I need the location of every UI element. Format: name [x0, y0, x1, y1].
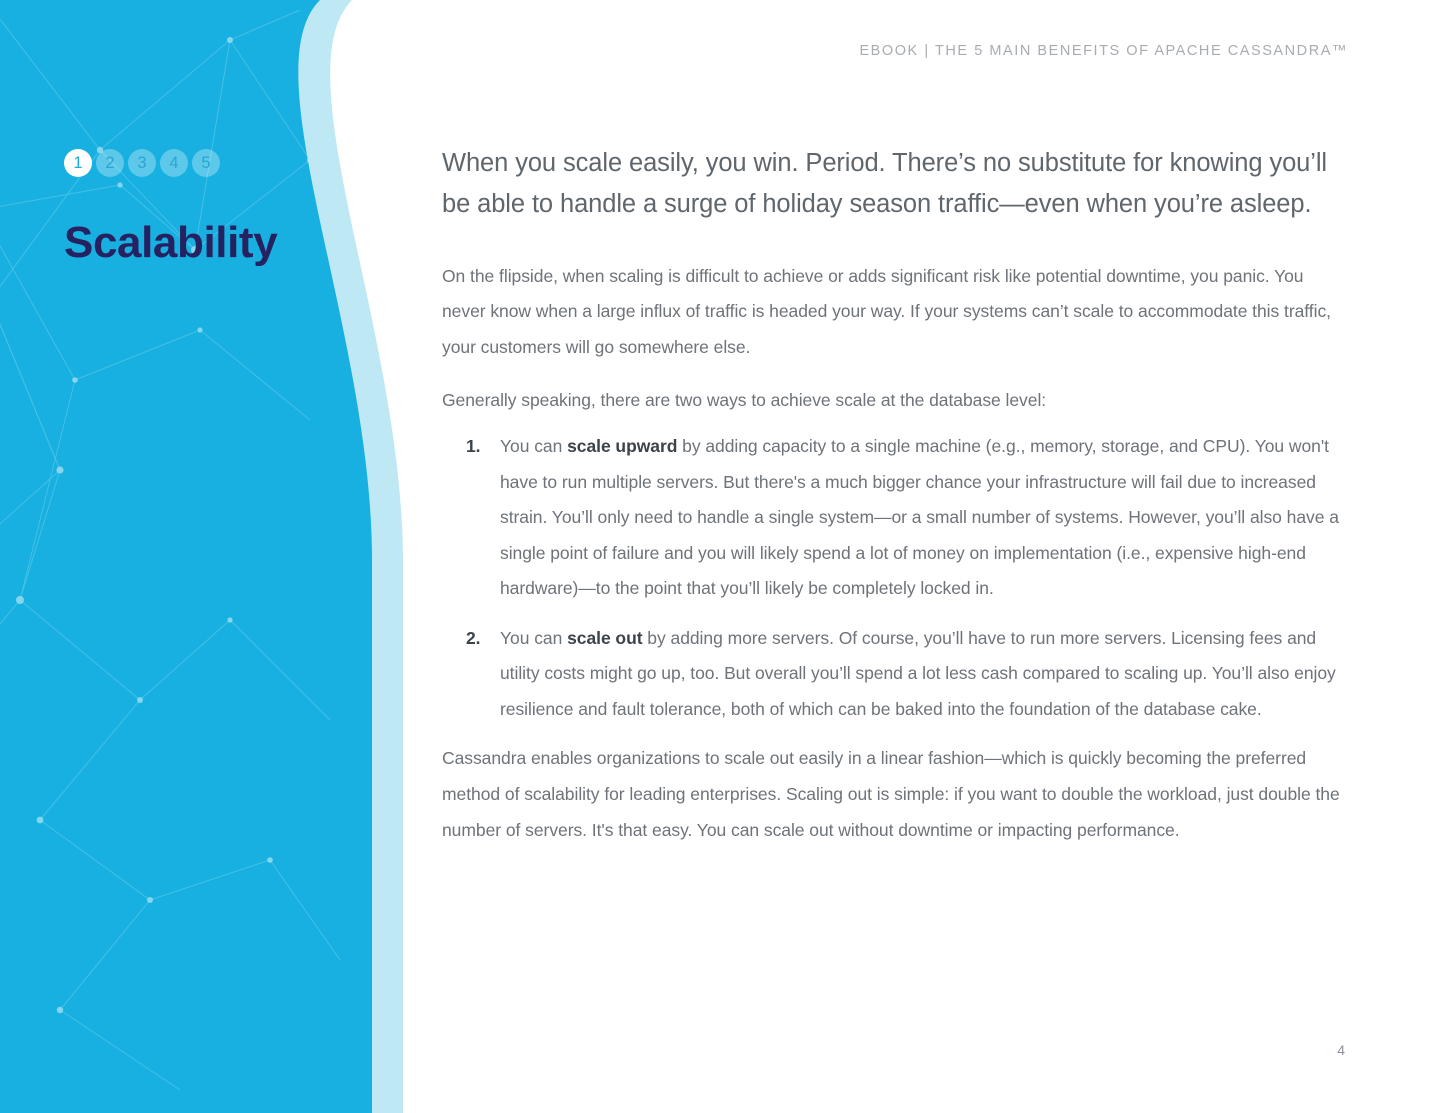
main-content [442, 143, 1350, 866]
step-dot-2[interactable]: 2 [96, 149, 124, 177]
list-item-lead: You can [500, 436, 568, 457]
list-item [442, 429, 1350, 607]
page-number: 4 [1337, 1042, 1345, 1058]
step-dot-3[interactable]: 3 [128, 149, 156, 177]
list-item-rest: by adding capacity to a single machine (e.g., memory, storage, and CPU). You won't have to run multiple servers. But there's a much bigger chance your infrastructure will fail due to increased strain. You’ll only need to handle a single system—or a small number of systems. However, you’ll also have a single point of failure and you will likely spend a lot of money on implementation (i.e., expensive high-end hardware)—to the point that you’ll likely be completely locked in. [500, 436, 1339, 599]
chapter-title: Scalability [64, 218, 278, 267]
chapter-step-indicator [64, 148, 364, 178]
sidebar-panel [0, 0, 420, 1113]
list-marker: 2. [466, 627, 481, 648]
step-dot-5[interactable]: 5 [192, 149, 220, 177]
list-item-emphasis: scale upward [567, 436, 678, 457]
body-paragraph-3: Cassandra enables organizations to scale out easily in a linear fashion—which is quickly becoming the preferred method of scalability for leading enterprises. Scaling out is simple: if you want to double the workload, just double the number of servers. It's that easy. You can scale out without downtime or impacting performance. [442, 748, 1340, 840]
list-item-lead: You can [500, 627, 568, 648]
list-item-emphasis: scale out [567, 627, 643, 648]
sidebar-content [64, 148, 364, 266]
step-dot-4[interactable]: 4 [160, 149, 188, 177]
step-dot-1[interactable]: 1 [64, 149, 92, 177]
document-eyebrow: EBOOK | THE 5 MAIN BENEFITS OF APACHE CASSANDRA™ [859, 43, 1348, 59]
body-paragraph-2: Generally speaking, there are two ways to achieve scale at the database level: [442, 390, 1047, 411]
list-item [442, 621, 1350, 728]
list-item-rest: by adding more servers. Of course, you’ll have to run more servers. Licensing fees and utility costs might go up, too. But overall you’ll spend a lot less cash compared to scaling up. You’ll also enjoy resilience and fault tolerance, both of which can be baked into the foundation of the database cake. [500, 627, 1336, 719]
lede-paragraph: When you scale easily, you win. Period. There’s no substitute for knowing you’ll be able to handle a surge of holiday season traffic—even when you’re asleep. [442, 149, 1327, 219]
body-paragraph-1: On the flipside, when scaling is difficult to achieve or adds significant risk like potential downtime, you panic. You never know when a large influx of traffic is headed your way. If your systems can’t scale to accommodate this traffic, your customers will go somewhere else. [442, 265, 1331, 358]
scaling-options-list [442, 429, 1350, 727]
list-marker: 1. [466, 436, 481, 457]
